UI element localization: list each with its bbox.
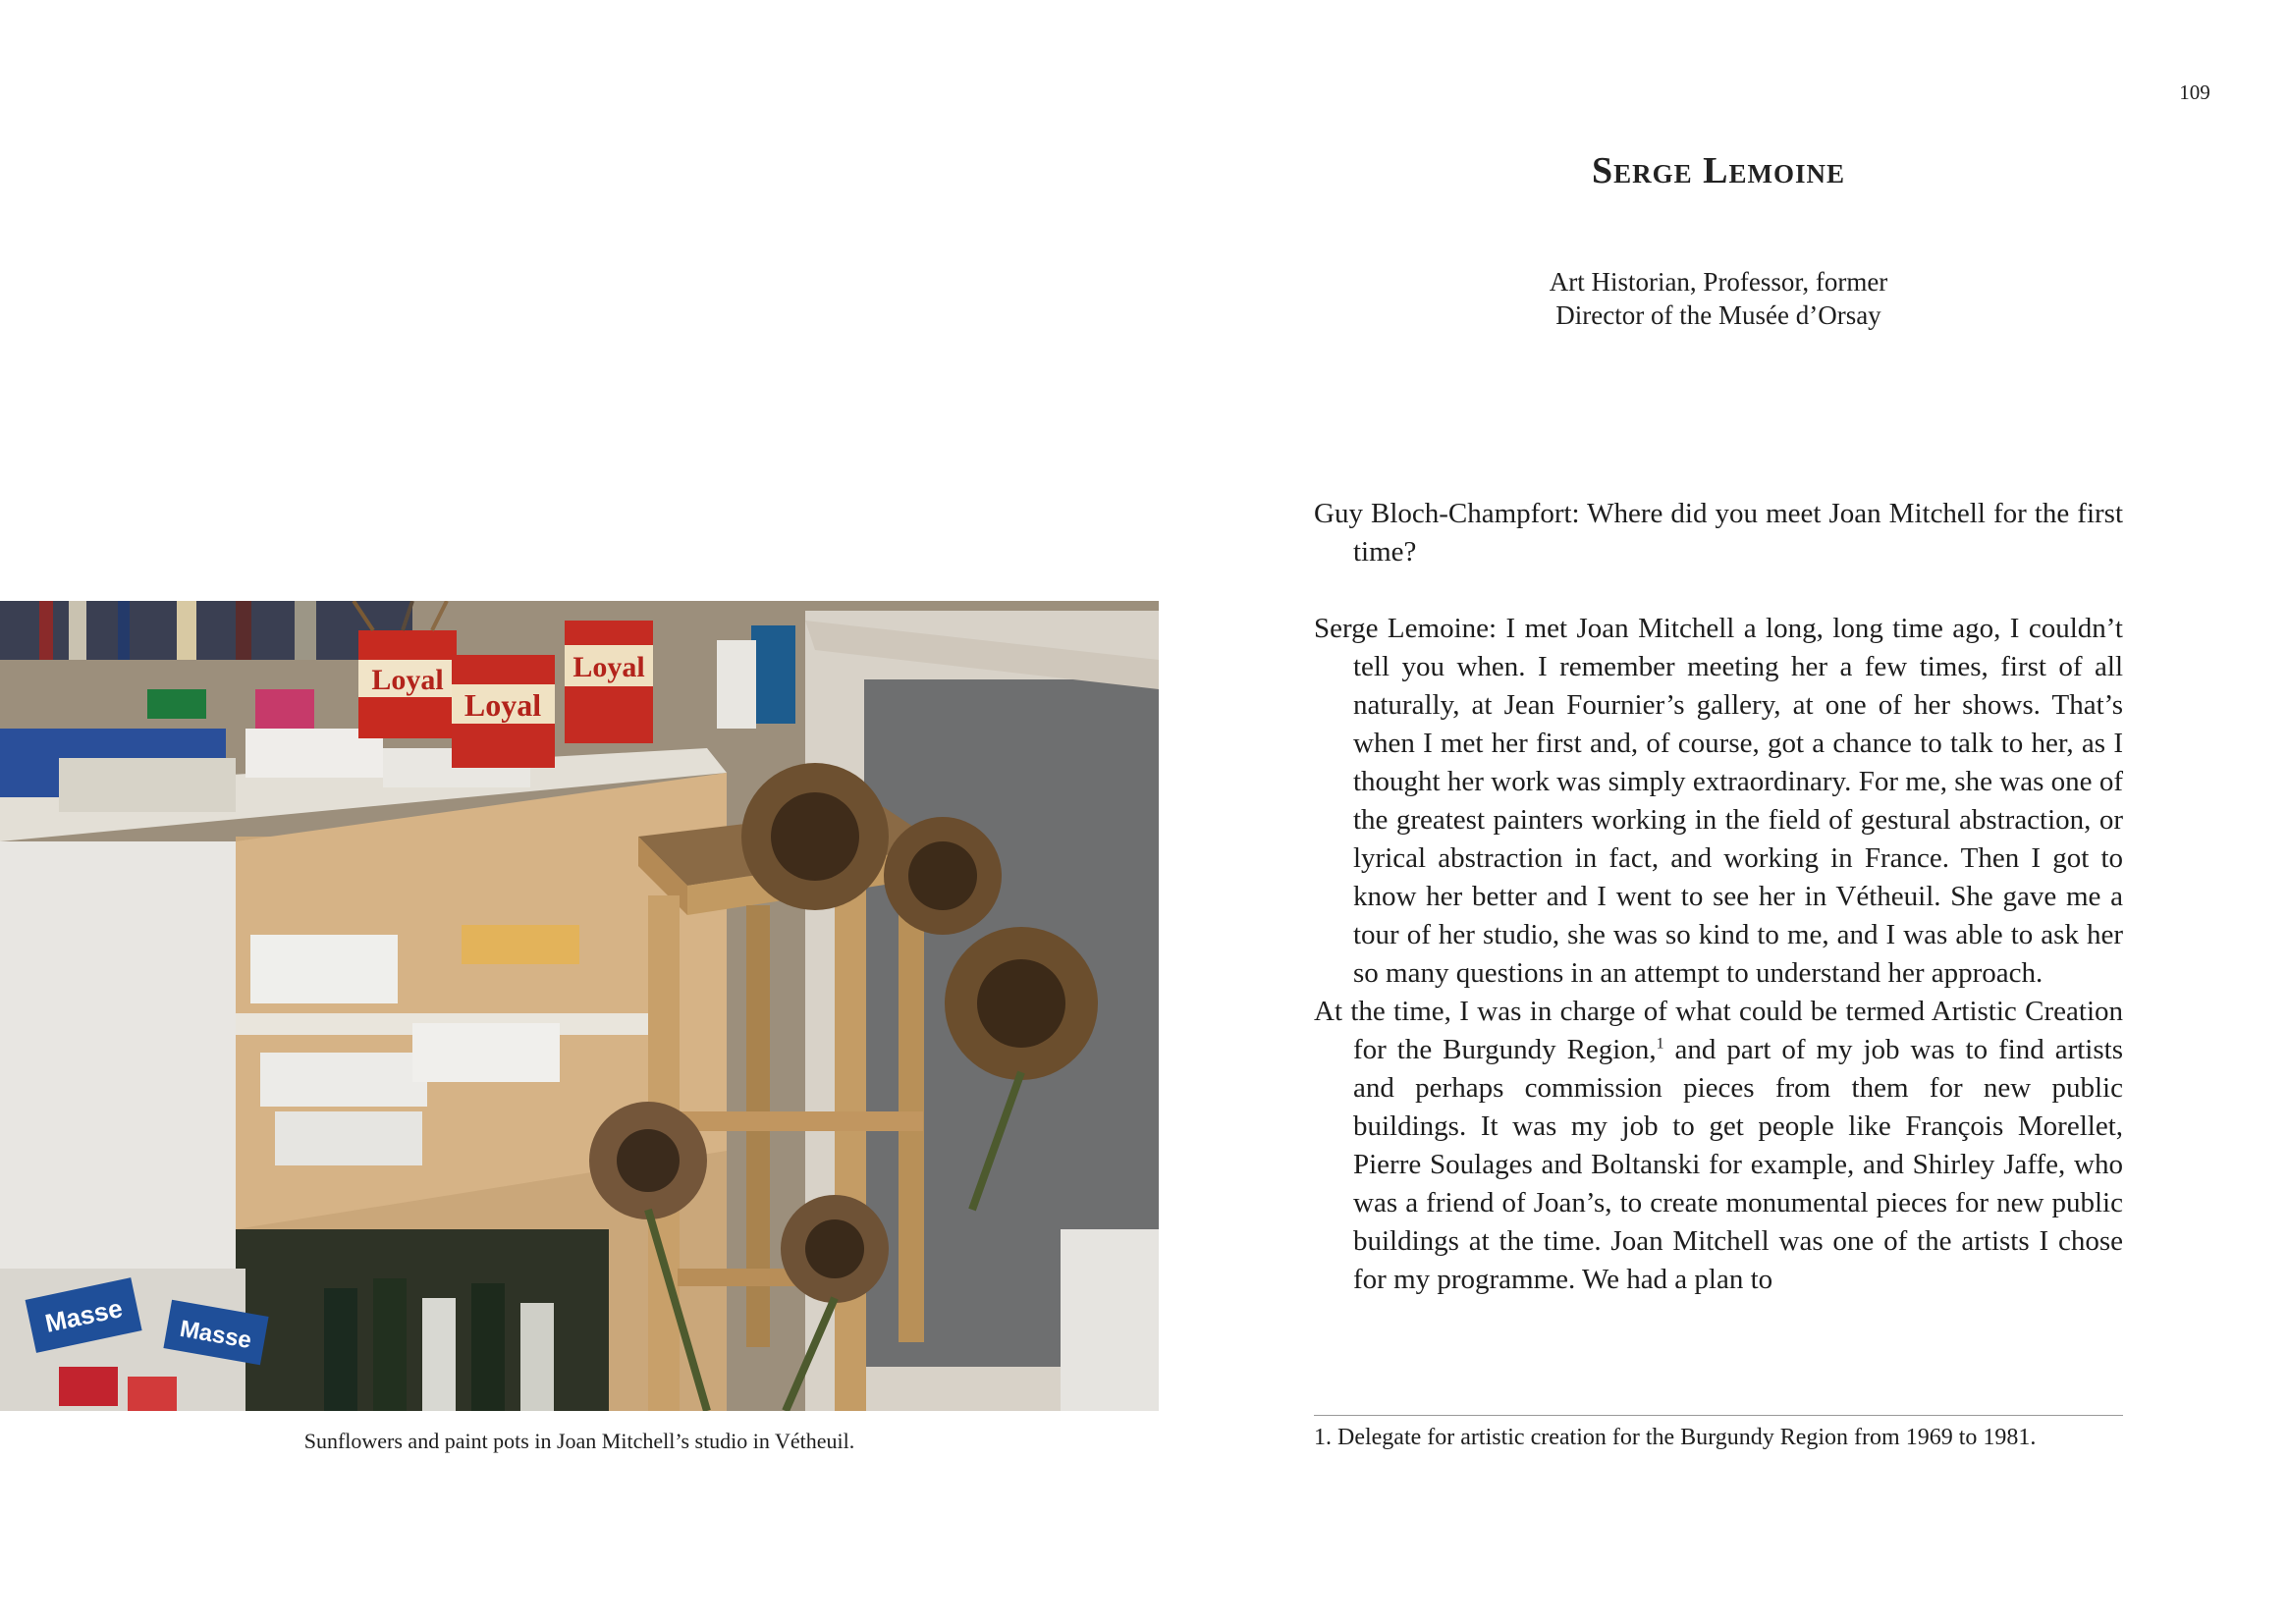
svg-text:Masse: Masse — [178, 1315, 254, 1355]
svg-text:Masse: Masse — [42, 1293, 126, 1338]
paint-tubes — [0, 1269, 269, 1411]
studio-photo — [0, 601, 1159, 1411]
page-number: 109 — [2179, 81, 2210, 104]
question-paragraph: Guy Bloch-Champfort: Where did you meet Joan Mitchell for the first time? — [1314, 498, 2123, 568]
sunflower-4 — [589, 1102, 707, 1219]
footnote-divider — [1314, 1415, 2123, 1416]
paint-can-3 — [565, 621, 653, 743]
sunflower-2 — [884, 817, 1002, 935]
photo-caption: Sunflowers and paint pots in Joan Mitchell’s studio in Vétheuil. — [303, 1429, 855, 1453]
svg-text:Loyal: Loyal — [572, 651, 645, 683]
sunflower-1 — [741, 763, 889, 910]
subtitle-line-2: Director of the Musée d’Orsay — [1555, 300, 1881, 330]
footnote-reference[interactable]: 1 — [1656, 1035, 1664, 1053]
page-title: Serge Lemoine — [1591, 150, 1845, 191]
subtitle — [1406, 265, 2031, 332]
svg-text:Loyal: Loyal — [463, 687, 542, 723]
svg-text:Loyal: Loyal — [371, 664, 444, 696]
answer-paragraph-2 — [1314, 993, 2123, 1299]
answer-text-part-2: and part of my job was to find artists and perhaps commission pieces from them for new public buildings. It was my job to get people like François Morellet, Pierre Soulages and Boltanski for example, and Shirley Jaffe, who was a friend of Joan’s, to create monumental pieces for new public buildings at the time. Joan Mitchell was one of the artists I chose for my programme. We had a plan to — [1353, 1034, 2123, 1295]
paint-can-2 — [452, 655, 555, 768]
interview-text — [1314, 495, 2123, 1299]
sunflower-3 — [945, 927, 1098, 1080]
paint-can-1 — [358, 630, 457, 738]
answer-text-part-1: At the time, I was in charge of what could be termed Artistic Creation for the Burgundy Region, — [1314, 996, 2123, 1065]
answer-paragraph-1: Serge Lemoine: I met Joan Mitchell a long, long time ago, I couldn’t tell you when. I remember meeting her a few times, first of all naturally, at Jean Fournier’s gallery, at one of her shows. That’s when I met her first and, of course, got a chance to talk to her, as I thought her work was simply extraordinary. For me, she was one of the greatest painters working in the field of gestural abstraction, or lyrical abstraction in fact, and working in France. Then I got to know her better and I went to see her in Vétheuil. She gave me a tour of her studio, she was so kind to me, and I was able to ask her so many questions in an attempt to understand her approach. — [1314, 613, 2123, 989]
sunflower-5 — [781, 1195, 889, 1303]
subtitle-line-1: Art Historian, Professor, former — [1549, 267, 1888, 297]
footnote: 1. Delegate for artistic creation for the Burgundy Region from 1969 to 1981. — [1314, 1425, 2037, 1450]
